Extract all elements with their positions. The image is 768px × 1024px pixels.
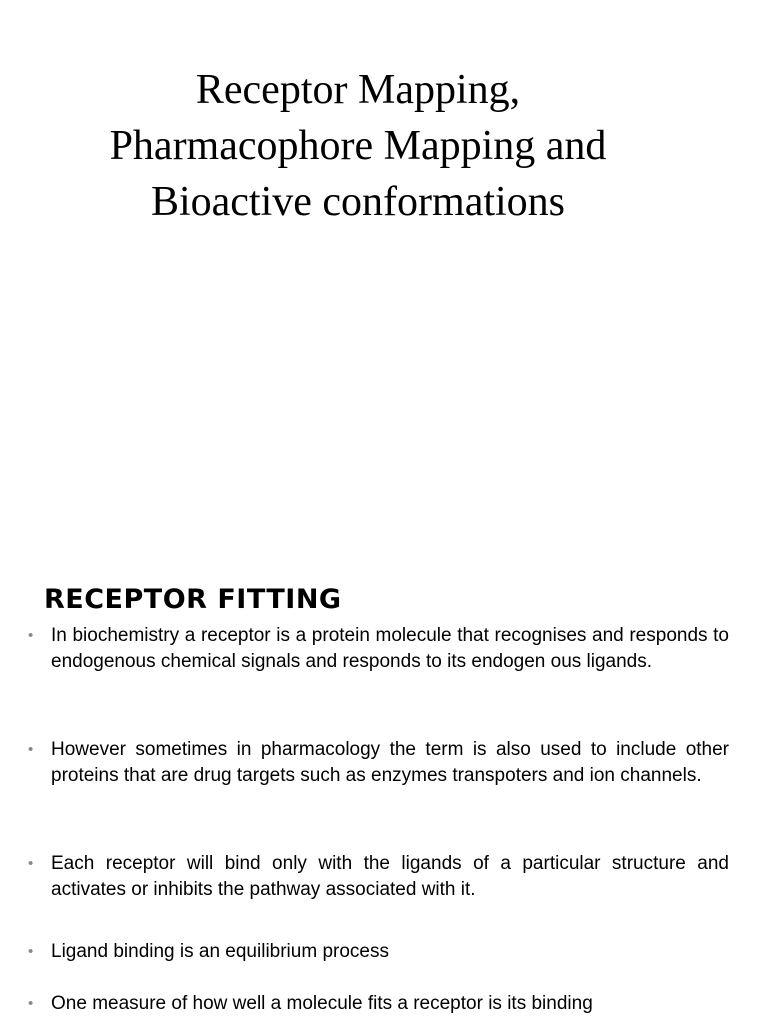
bullet-icon: •	[28, 855, 34, 872]
bullet-text: Each receptor will bind only with the ligands of a particular structure and activates or inhibits the pathway associated with it.	[51, 853, 729, 900]
bullet-text: Ligand binding is an equilibrium process	[51, 941, 389, 962]
bullet-item	[28, 623, 729, 675]
title-line-3: Bioactive conformations	[150, 179, 566, 225]
title-line-2: Pharmacophore Mapping and	[109, 123, 607, 169]
bullet-item	[28, 939, 729, 965]
bullet-icon: •	[28, 741, 34, 758]
section-heading: RECEPTOR FITTING	[44, 584, 342, 615]
bullet-icon: •	[28, 943, 34, 960]
bullet-text: In biochemistry a receptor is a protein molecule that recognises and responds to endogenous chemical signals and responds to its endogen ous ligands.	[51, 625, 729, 672]
title-line-1: Receptor Mapping,	[195, 67, 521, 113]
bullet-text: One measure of how well a molecule fits a receptor is its binding	[51, 993, 593, 1014]
bullet-item	[28, 991, 729, 1017]
bullet-item	[28, 851, 729, 903]
bullet-text: However sometimes in pharmacology the term is also used to include other proteins that are drug targets such as enzymes transpoters and ion channels.	[51, 739, 729, 786]
bullet-icon: •	[28, 627, 34, 644]
bullet-item	[28, 737, 729, 789]
bullet-icon: •	[28, 995, 34, 1012]
